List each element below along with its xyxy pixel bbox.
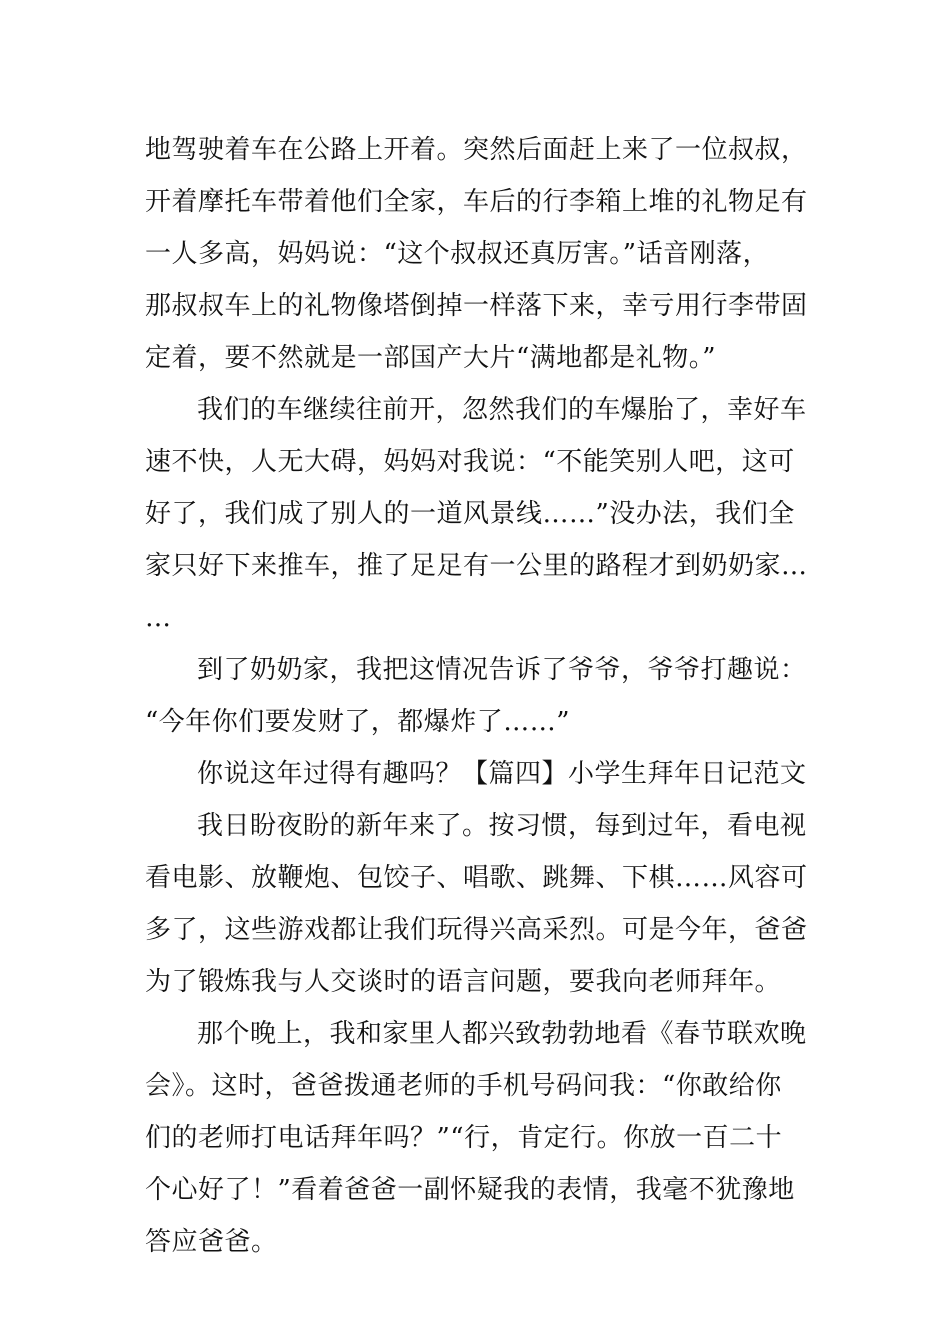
- text-line: …: [145, 603, 172, 633]
- text-line: 那叔叔车上的礼物像塔倒掉一样落下来，幸亏用行李带固: [145, 291, 808, 321]
- text-line: 多了，这些游戏都让我们玩得兴高采烈。可是今年，爸爸: [145, 915, 808, 945]
- text-line: 我日盼夜盼的新年来了。按习惯，每到过年，看电视: [197, 811, 807, 841]
- text-line: 家只好下来推车，推了足足有一公里的路程才到奶奶家…: [145, 551, 808, 581]
- text-line: 个心好了！”看着爸爸一副怀疑我的表情，我毫不犹豫地: [145, 1175, 795, 1205]
- text-line: 开着摩托车带着他们全家，车后的行李箱上堆的礼物足有: [145, 187, 808, 217]
- text-line: 到了奶奶家，我把这情况告诉了爷爷，爷爷打趣说：: [197, 655, 807, 685]
- text-line: 答应爸爸。: [145, 1227, 278, 1257]
- text-line: 定着，要不然就是一部国产大片“满地都是礼物。”: [145, 343, 717, 373]
- text-line: 地驾驶着车在公路上开着。突然后面赶上来了一位叔叔，: [145, 135, 808, 165]
- text-line: 速不快，人无大碍，妈妈对我说：“不能笑别人吧，这可: [145, 447, 795, 477]
- text-line: “今年你们要发财了，都爆炸了……”: [145, 707, 571, 737]
- text-line: 为了锻炼我与人交谈时的语言问题，要我向老师拜年。: [145, 967, 782, 997]
- text-line: 一人多高，妈妈说：“这个叔叔还真厉害。”话音刚落，: [145, 239, 770, 269]
- text-line: 好了，我们成了别人的一道风景线……”没办法，我们全: [145, 499, 795, 529]
- text-line: 会》。这时，爸爸拨通老师的手机号码问我：“你敢给你: [145, 1071, 782, 1101]
- text-line: 那个晚上，我和家里人都兴致勃勃地看《春节联欢晚: [197, 1019, 807, 1049]
- body-text: [145, 124, 810, 1268]
- text-line: 看电影、放鞭炮、包饺子、唱歌、跳舞、下棋……风容可: [145, 863, 808, 893]
- text-line: 们的老师打电话拜年吗？”“行，肯定行。你放一百二十: [145, 1123, 783, 1153]
- text-line: 我们的车继续往前开，忽然我们的车爆胎了，幸好车: [197, 395, 807, 425]
- text-line: 你说这年过得有趣吗？【篇四】小学生拜年日记范文: [197, 759, 807, 789]
